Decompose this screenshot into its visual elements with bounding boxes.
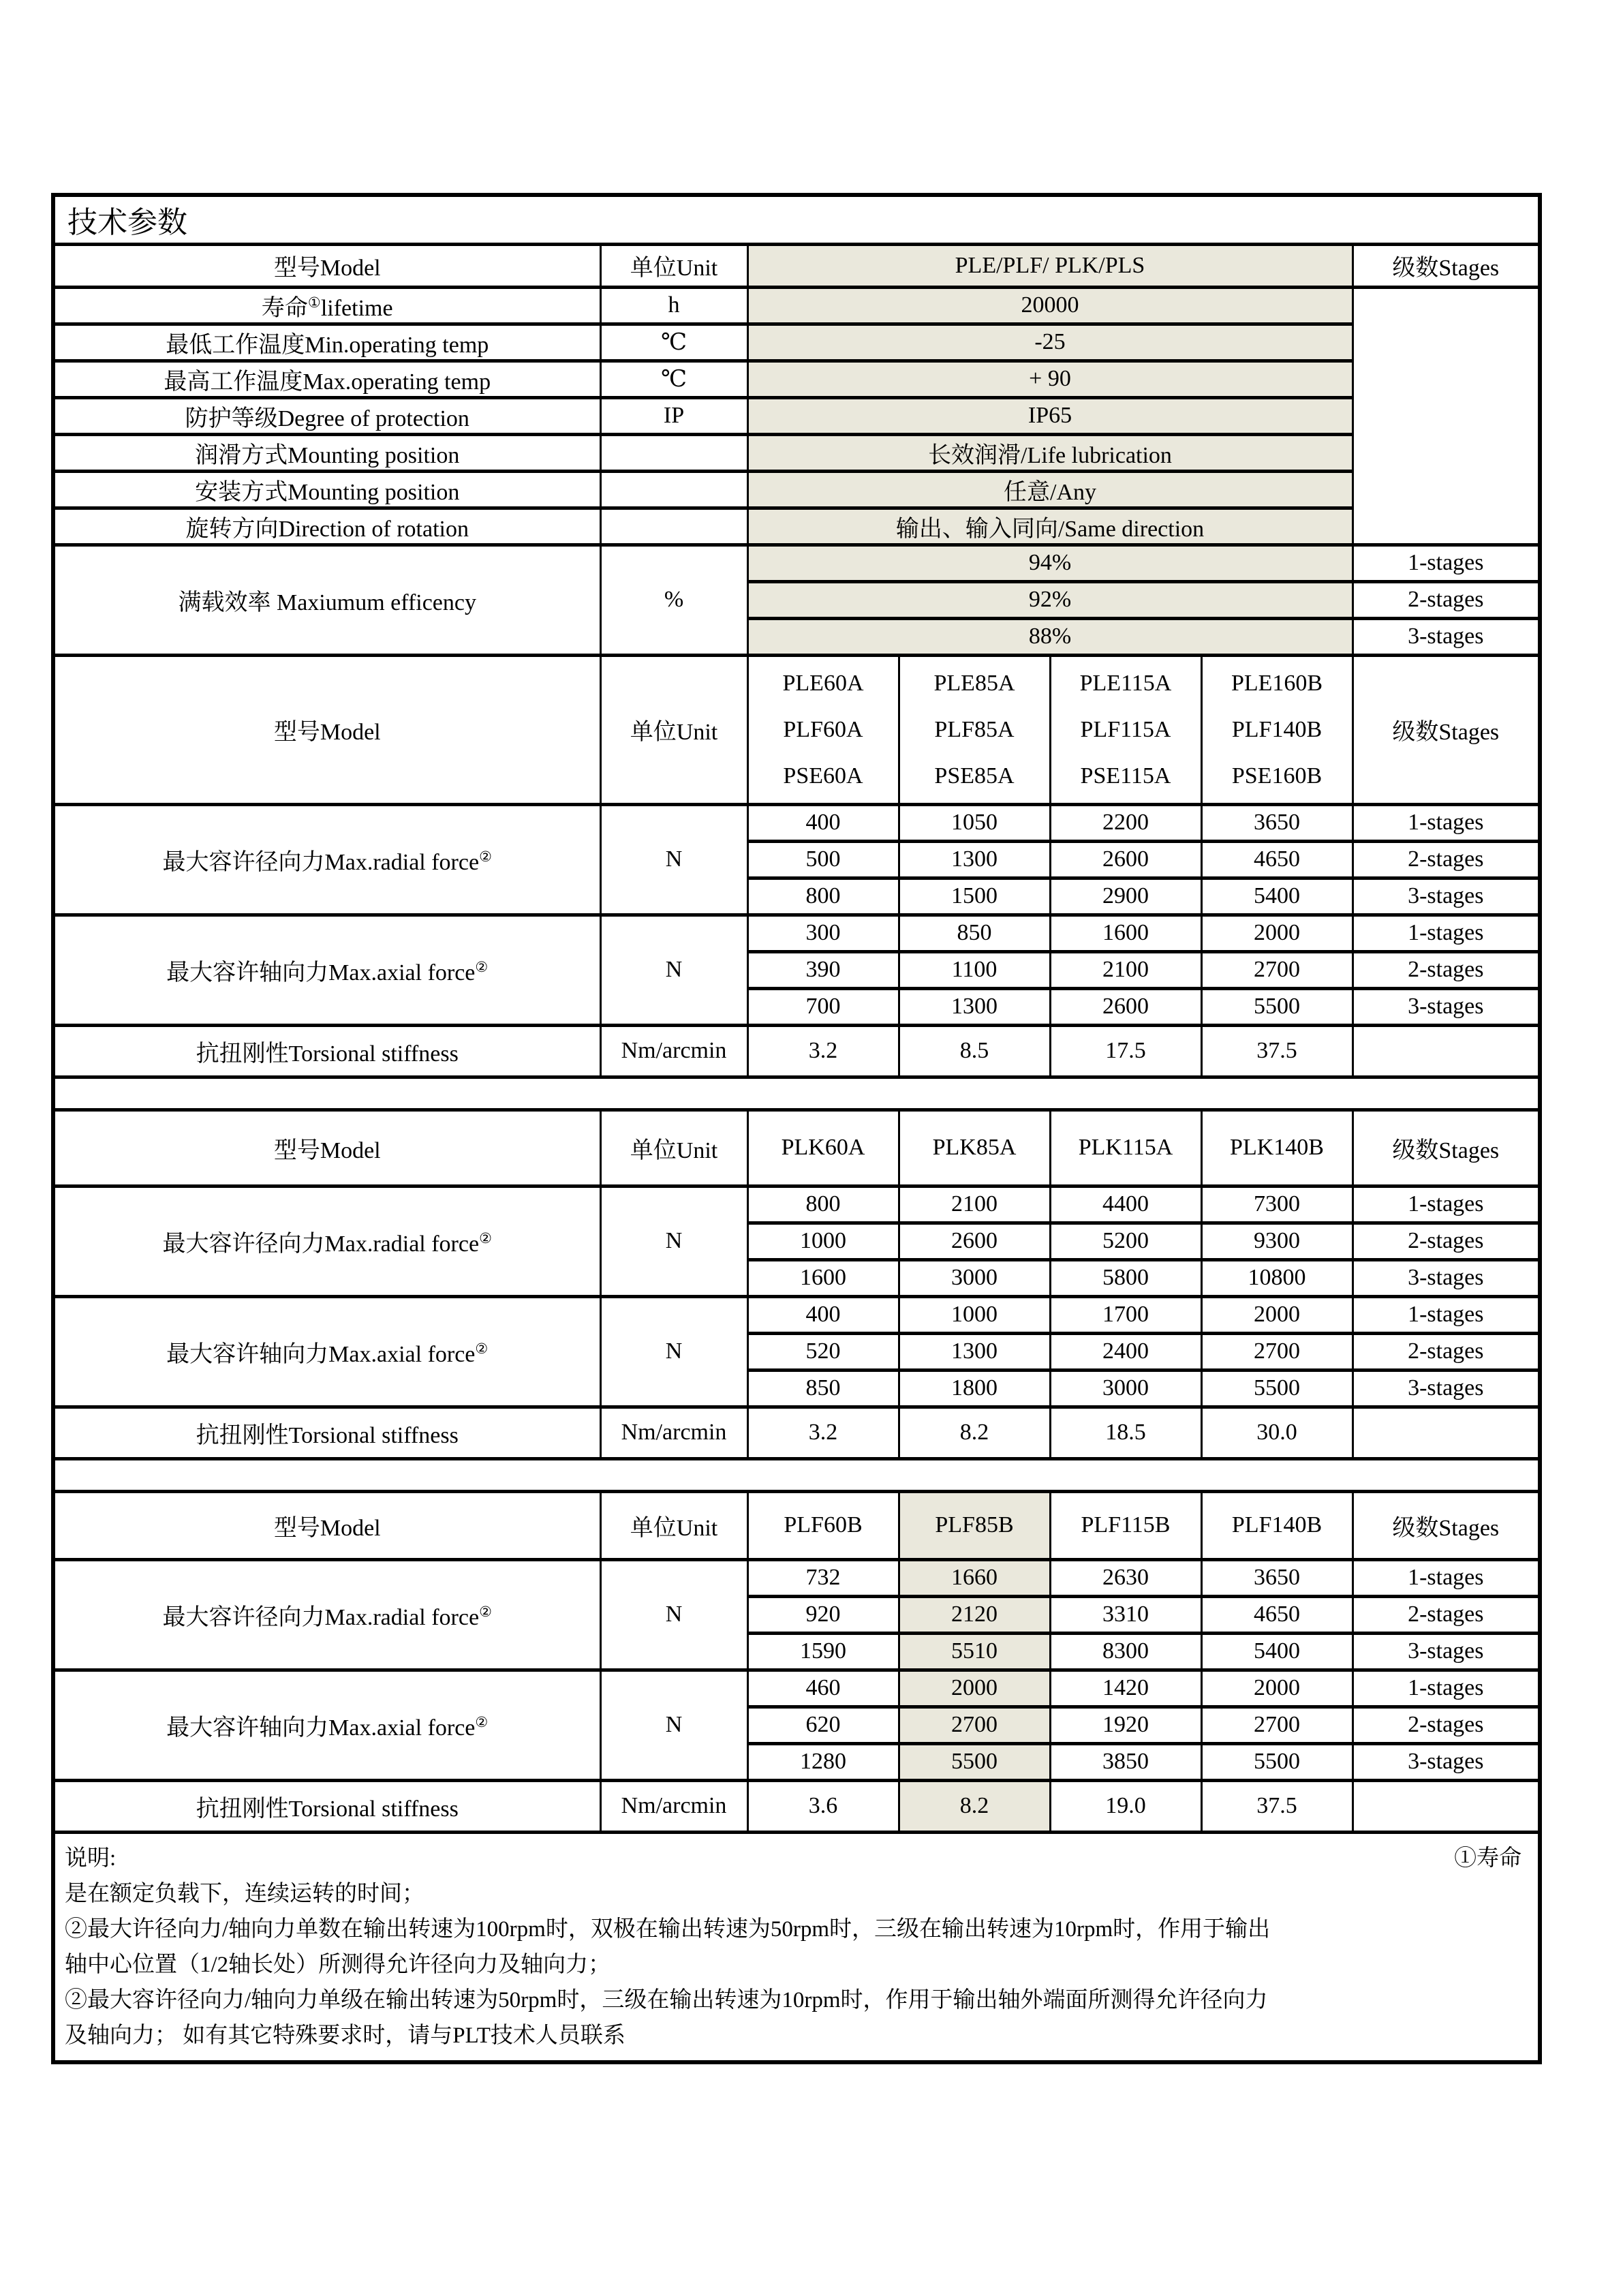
- rotation-unit: [600, 508, 747, 545]
- stage-label: 1-stages: [1352, 1186, 1540, 1223]
- unit-header: 单位Unit: [600, 244, 747, 287]
- lifetime-label-pre: 寿命: [261, 295, 308, 321]
- model-cell: [899, 655, 1050, 804]
- stage-label: 1-stages: [1352, 1296, 1540, 1333]
- force-value: 800: [747, 878, 899, 915]
- stage-label: 2-stages: [1352, 1706, 1540, 1743]
- force-value: 300: [747, 915, 899, 951]
- stiffness-value: 19.0: [1050, 1780, 1201, 1832]
- model-name: PLF85A: [934, 716, 1015, 742]
- force-value: 2000: [1201, 1670, 1352, 1706]
- force-value: 4400: [1050, 1186, 1201, 1223]
- model-cell: PLF115B: [1050, 1491, 1201, 1559]
- stage-label: 3-stages: [1352, 1259, 1540, 1296]
- force-value: 2400: [1050, 1333, 1201, 1370]
- min-temp-label: 最低工作温度Min.operating temp: [53, 324, 600, 361]
- stage-label: 1-stages: [1352, 545, 1540, 581]
- max-temp-label: 最高工作温度Max.operating temp: [53, 361, 600, 397]
- stiffness-value: 8.5: [899, 1025, 1050, 1077]
- force-value: 2900: [1050, 878, 1201, 915]
- stages-spacer-cell: [1352, 1025, 1540, 1077]
- min-temp-unit: ℃: [600, 324, 747, 361]
- gap-row: [53, 1077, 1540, 1109]
- max-temp-value: + 90: [747, 361, 1352, 397]
- force-value: 10800: [1201, 1259, 1352, 1296]
- force-value: 2000: [1201, 915, 1352, 951]
- model-name: PLE85A: [933, 670, 1015, 696]
- stage-label: 1-stages: [1352, 804, 1540, 841]
- force-value-highlighted: 5500: [899, 1743, 1050, 1780]
- force-unit: N: [600, 1296, 747, 1407]
- force-value: 2700: [1201, 951, 1352, 988]
- force-value: 2630: [1050, 1559, 1201, 1596]
- stage-label: 3-stages: [1352, 1743, 1540, 1780]
- model-name: PLE160B: [1231, 670, 1323, 696]
- force-value: 4650: [1201, 841, 1352, 878]
- force-value: 2200: [1050, 804, 1201, 841]
- model-name: PLF140B: [1231, 716, 1323, 742]
- axial-force-text: 最大容许轴向力Max.axial force: [166, 960, 476, 985]
- rotation-label: 旋转方向Direction of rotation: [53, 508, 600, 545]
- force-value: 1280: [747, 1743, 899, 1780]
- force-value: 620: [747, 1706, 899, 1743]
- stage-label: 2-stages: [1352, 841, 1540, 878]
- stage-label: 3-stages: [1352, 618, 1540, 655]
- efficiency-value: 94%: [747, 545, 1352, 581]
- note-line: 是在额定负载下，连续运转的时间；: [65, 1881, 424, 1906]
- axial-force-label: [53, 1296, 600, 1407]
- min-temp-row: [53, 324, 1540, 361]
- model-header: 型号Model: [53, 1109, 600, 1186]
- max-temp-row: [53, 361, 1540, 397]
- lubrication-value: 长效润滑/Life lubrication: [747, 434, 1352, 471]
- plf-header-row: [53, 1491, 1540, 1559]
- stage-label: 2-stages: [1352, 1333, 1540, 1370]
- force-unit: N: [600, 1186, 747, 1296]
- plf-stiffness-row: [53, 1780, 1540, 1832]
- force-value: 1050: [899, 804, 1050, 841]
- force-unit: N: [600, 915, 747, 1025]
- force-value: 700: [747, 988, 899, 1025]
- force-value-highlighted: 2120: [899, 1596, 1050, 1633]
- mounting-unit: [600, 471, 747, 508]
- technical-parameters-table: [51, 193, 1542, 2064]
- force-value: 3650: [1201, 1559, 1352, 1596]
- force-value: 9300: [1201, 1223, 1352, 1259]
- force-value: 850: [899, 915, 1050, 951]
- notes-row: [53, 1832, 1540, 2062]
- stage-label: 1-stages: [1352, 1559, 1540, 1596]
- model-cell: PLF140B: [1201, 1491, 1352, 1559]
- footnote-2-mark: ②: [475, 1340, 489, 1357]
- force-value-highlighted: 5510: [899, 1633, 1050, 1670]
- notes-heading: 说明:: [65, 1846, 117, 1871]
- lubrication-label: 润滑方式Mounting position: [53, 434, 600, 471]
- footnote-2-mark: ②: [479, 1229, 492, 1246]
- stiffness-value: 3.6: [747, 1780, 899, 1832]
- model-name: PSE115A: [1080, 763, 1171, 789]
- stage-label: 1-stages: [1352, 915, 1540, 951]
- stage-label: 3-stages: [1352, 988, 1540, 1025]
- force-value-highlighted: 2700: [899, 1706, 1050, 1743]
- unit-header: 单位Unit: [600, 655, 747, 804]
- stage-label: 2-stages: [1352, 1596, 1540, 1633]
- stage-label: 3-stages: [1352, 1370, 1540, 1407]
- axial-force-label: [53, 1670, 600, 1780]
- stiffness-value: 3.2: [747, 1407, 899, 1458]
- stiffness-label: 抗扭刚性Torsional stiffness: [53, 1025, 600, 1077]
- notes-section: [53, 1832, 1540, 2062]
- lifetime-label-post: lifetime: [320, 295, 393, 321]
- stages-header: 级数Stages: [1352, 244, 1540, 287]
- model-name: PSE85A: [934, 763, 1015, 789]
- force-value: 2600: [899, 1223, 1050, 1259]
- force-value: 3000: [899, 1259, 1050, 1296]
- ple-axial-row-1: [53, 915, 1540, 951]
- force-value: 5800: [1050, 1259, 1201, 1296]
- model-cell: [747, 655, 899, 804]
- force-value: 1000: [899, 1296, 1050, 1333]
- unit-header: 单位Unit: [600, 1109, 747, 1186]
- force-value: 5500: [1201, 1743, 1352, 1780]
- ple-radial-row-1: [53, 804, 1540, 841]
- stage-label: 3-stages: [1352, 1633, 1540, 1670]
- force-value: 1300: [899, 988, 1050, 1025]
- force-value-highlighted: 2000: [899, 1670, 1050, 1706]
- general-header-row: [53, 244, 1540, 287]
- plf-axial-row-1: [53, 1670, 1540, 1706]
- force-value: 1420: [1050, 1670, 1201, 1706]
- model-header: 型号Model: [53, 655, 600, 804]
- stiffness-unit: Nm/arcmin: [600, 1407, 747, 1458]
- stiffness-value: 17.5: [1050, 1025, 1201, 1077]
- model-cell: PLK60A: [747, 1109, 899, 1186]
- force-value: 850: [747, 1370, 899, 1407]
- force-value: 1600: [747, 1259, 899, 1296]
- stage-label: 2-stages: [1352, 951, 1540, 988]
- lifetime-value: 20000: [747, 287, 1352, 324]
- stiffness-unit: Nm/arcmin: [600, 1780, 747, 1832]
- force-value: 3000: [1050, 1370, 1201, 1407]
- model-name: PLF60A: [783, 716, 863, 742]
- plk-stiffness-row: [53, 1407, 1540, 1458]
- force-value: 520: [747, 1333, 899, 1370]
- stiffness-value: 30.0: [1201, 1407, 1352, 1458]
- note-line: 及轴向力； 如有其它特殊要求时，请与PLT技术人员联系: [65, 2023, 625, 2048]
- force-value: 7300: [1201, 1186, 1352, 1223]
- force-value: 2700: [1201, 1333, 1352, 1370]
- max-temp-unit: ℃: [600, 361, 747, 397]
- radial-force-label: [53, 1559, 600, 1670]
- axial-force-text: 最大容许轴向力Max.axial force: [166, 1341, 476, 1367]
- page-title: 技术参数: [53, 195, 1540, 244]
- stages-spacer-cell: [1352, 287, 1540, 545]
- force-unit: N: [600, 1670, 747, 1780]
- footnote-2-mark: ②: [475, 1713, 489, 1730]
- force-value: 2000: [1201, 1296, 1352, 1333]
- force-value: 400: [747, 804, 899, 841]
- stage-label: 2-stages: [1352, 581, 1540, 618]
- efficiency-value: 88%: [747, 618, 1352, 655]
- protection-label: 防护等级Degree of protection: [53, 397, 600, 434]
- model-cell: [1201, 655, 1352, 804]
- rotation-row: [53, 508, 1540, 545]
- axial-force-label: [53, 915, 600, 1025]
- stiffness-value: 37.5: [1201, 1025, 1352, 1077]
- lubrication-row: [53, 434, 1540, 471]
- title-row: [53, 195, 1540, 244]
- stages-spacer-cell: [1352, 1407, 1540, 1458]
- min-temp-value: -25: [747, 324, 1352, 361]
- plf-radial-row-1: [53, 1559, 1540, 1596]
- mounting-label: 安装方式Mounting position: [53, 471, 600, 508]
- model-cell: PLF60B: [747, 1491, 899, 1559]
- force-value: 1800: [899, 1370, 1050, 1407]
- force-value: 2700: [1201, 1706, 1352, 1743]
- force-value: 4650: [1201, 1596, 1352, 1633]
- force-value: 1300: [899, 841, 1050, 878]
- lubrication-unit: [600, 434, 747, 471]
- model-header: 型号Model: [53, 244, 600, 287]
- force-value: 2100: [899, 1186, 1050, 1223]
- series-header: PLE/PLF/ PLK/PLS: [747, 244, 1352, 287]
- stages-header: 级数Stages: [1352, 1109, 1540, 1186]
- stages-header: 级数Stages: [1352, 1491, 1540, 1559]
- lifetime-row: [53, 287, 1540, 324]
- stiffness-value-highlighted: 8.2: [899, 1780, 1050, 1832]
- stage-label: 1-stages: [1352, 1670, 1540, 1706]
- protection-row: [53, 397, 1540, 434]
- footnote-2-mark: ②: [475, 958, 489, 975]
- model-name: PLE60A: [782, 670, 864, 696]
- notes-side-label: ①寿命: [1454, 1846, 1522, 1871]
- stages-header: 级数Stages: [1352, 655, 1540, 804]
- plk-axial-row-1: [53, 1296, 1540, 1333]
- footnote-1-mark: ①: [307, 294, 321, 311]
- stiffness-value: 8.2: [899, 1407, 1050, 1458]
- notes-heading-line: [65, 1841, 1521, 1876]
- stiffness-unit: Nm/arcmin: [600, 1025, 747, 1077]
- efficiency-value: 92%: [747, 581, 1352, 618]
- spec-sheet: [51, 193, 1542, 2064]
- model-cell: PLK115A: [1050, 1109, 1201, 1186]
- gap-row: [53, 1458, 1540, 1491]
- ple-header-row: [53, 655, 1540, 804]
- efficiency-label: 满载效率 Maxiumum efficency: [53, 545, 600, 655]
- force-value: 1590: [747, 1633, 899, 1670]
- model-name: PSE160B: [1231, 763, 1323, 789]
- stiffness-label: 抗扭刚性Torsional stiffness: [53, 1407, 600, 1458]
- model-name: PLF115A: [1080, 716, 1171, 742]
- model-cell-highlighted: PLF85B: [899, 1491, 1050, 1559]
- gap-cell: [53, 1077, 1540, 1109]
- force-value: 732: [747, 1559, 899, 1596]
- model-name: PLE115A: [1079, 670, 1172, 696]
- force-value: 8300: [1050, 1633, 1201, 1670]
- force-value: 390: [747, 951, 899, 988]
- rotation-value: 输出、输入同向/Same direction: [747, 508, 1352, 545]
- efficiency-row-1: [53, 545, 1540, 581]
- force-value: 1920: [1050, 1706, 1201, 1743]
- force-value: 3850: [1050, 1743, 1201, 1780]
- radial-force-label: [53, 1186, 600, 1296]
- force-value: 920: [747, 1596, 899, 1633]
- note-line: ②最大许径向力/轴向力单数在输出转速为100rpm时，双极在输出转速为50rpm时，三级在输出转速为10rpm时，作用于输出: [65, 1916, 1271, 1942]
- force-value: 1300: [899, 1333, 1050, 1370]
- model-header: 型号Model: [53, 1491, 600, 1559]
- model-name: PSE60A: [783, 763, 863, 789]
- protection-value: IP65: [747, 397, 1352, 434]
- radial-force-text: 最大容许径向力Max.radial force: [162, 1231, 480, 1257]
- force-value: 1600: [1050, 915, 1201, 951]
- lifetime-label: [53, 287, 600, 324]
- force-value: 3310: [1050, 1596, 1201, 1633]
- force-value: 800: [747, 1186, 899, 1223]
- ple-stiffness-row: [53, 1025, 1540, 1077]
- note-line: 轴中心位置（1/2轴长处）所测得允许径向力及轴向力；: [65, 1952, 611, 1977]
- force-value: 1500: [899, 878, 1050, 915]
- stage-label: 3-stages: [1352, 878, 1540, 915]
- plk-header-row: [53, 1109, 1540, 1186]
- force-value: 500: [747, 841, 899, 878]
- mounting-row: [53, 471, 1540, 508]
- force-value: 1100: [899, 951, 1050, 988]
- unit-header: 单位Unit: [600, 1491, 747, 1559]
- force-value-highlighted: 1660: [899, 1559, 1050, 1596]
- force-value: 460: [747, 1670, 899, 1706]
- stiffness-label: 抗扭刚性Torsional stiffness: [53, 1780, 600, 1832]
- force-value: 5400: [1201, 878, 1352, 915]
- stiffness-value: 3.2: [747, 1025, 899, 1077]
- radial-force-label: [53, 804, 600, 915]
- force-value: 2600: [1050, 841, 1201, 878]
- force-value: 400: [747, 1296, 899, 1333]
- model-cell: [1050, 655, 1201, 804]
- stiffness-value: 18.5: [1050, 1407, 1201, 1458]
- force-value: 2100: [1050, 951, 1201, 988]
- protection-unit: IP: [600, 397, 747, 434]
- model-cell: PLK140B: [1201, 1109, 1352, 1186]
- force-value: 5500: [1201, 988, 1352, 1025]
- stages-spacer-cell: [1352, 1780, 1540, 1832]
- force-value: 5500: [1201, 1370, 1352, 1407]
- stage-label: 2-stages: [1352, 1223, 1540, 1259]
- axial-force-text: 最大容许轴向力Max.axial force: [166, 1715, 476, 1741]
- plk-radial-row-1: [53, 1186, 1540, 1223]
- force-unit: N: [600, 1559, 747, 1670]
- stiffness-value: 37.5: [1201, 1780, 1352, 1832]
- force-value: 5400: [1201, 1633, 1352, 1670]
- lifetime-unit: h: [600, 287, 747, 324]
- force-value: 5200: [1050, 1223, 1201, 1259]
- mounting-value: 任意/Any: [747, 471, 1352, 508]
- footnote-2-mark: ②: [479, 848, 492, 865]
- radial-force-text: 最大容许径向力Max.radial force: [162, 1604, 480, 1630]
- model-cell: PLK85A: [899, 1109, 1050, 1186]
- radial-force-text: 最大容许径向力Max.radial force: [162, 849, 480, 875]
- force-unit: N: [600, 804, 747, 915]
- note-line: ②最大容许径向力/轴向力单级在输出转速为50rpm时，三级在输出转速为10rpm时，作用于输出轴外端面所测得允许径向力: [65, 1987, 1268, 2012]
- force-value: 1000: [747, 1223, 899, 1259]
- force-value: 3650: [1201, 804, 1352, 841]
- force-value: 2600: [1050, 988, 1201, 1025]
- footnote-2-mark: ②: [479, 1603, 492, 1620]
- efficiency-unit: %: [600, 545, 747, 655]
- force-value: 1700: [1050, 1296, 1201, 1333]
- gap-cell: [53, 1458, 1540, 1491]
